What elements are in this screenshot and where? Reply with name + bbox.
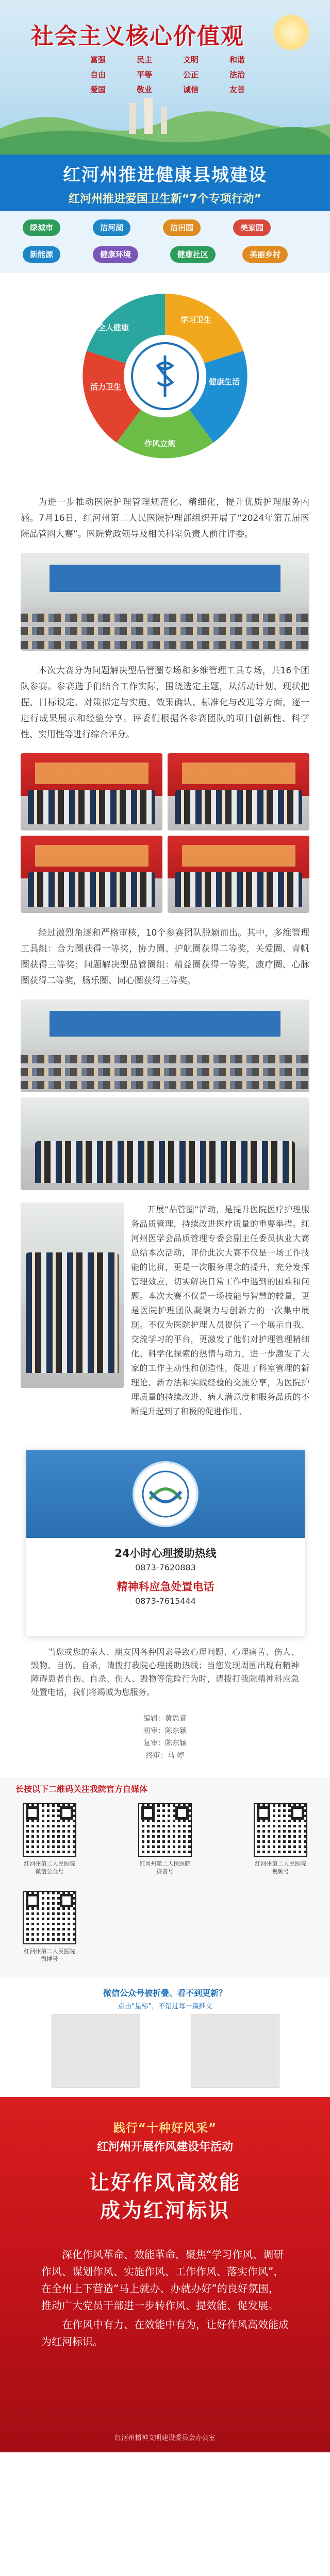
core-value: 公正 xyxy=(183,70,199,79)
article-paragraph: 经过激烈角逐和严格审核，10个参赛团队脱颖而出。其中，多维管理工具组：合力圈获得一等奖，协力圈、护航圈获得二等奖，关爱圈、青帆圈获得三等奖；问题解决型品管圈组：精益圈获得一等奖，康疗圈、心脉圈获得二等奖，肠乐圈、同心圈获得三等奖。 xyxy=(21,928,309,986)
poster-body-text: 深化作风革命、效能革命，聚焦“学习作风、调研作风、谋划作风、实施作风、工作作风、落实作风”，在全州上下营造“马上就办、办就办好”的良好氛围，推动广大党员干部进一步转作风、提效能、促发展。 xyxy=(41,2248,284,2312)
poster-brand: 红河州精神文明建设委员会办公室 xyxy=(114,2434,216,2442)
poster-headline: 让好作风高效能 xyxy=(89,2172,241,2195)
tutorial-screenshot xyxy=(52,2014,140,2088)
action-tags xyxy=(0,211,330,273)
core-value: 民主 xyxy=(136,55,152,64)
credit-line: 编辑：黄思音 xyxy=(143,1715,187,1723)
core-value: 平等 xyxy=(136,70,152,79)
health-wheel xyxy=(0,273,330,479)
hotline-note-text: 当您或您的亲人、朋友因各种因素导致心理问题、心理痛苦、伤人、毁物、自伤、自杀，请拨打我院心理援助热线；当您发现周围出现有精神障碍患者自伤、自杀、伤人、毁物等危险行为时，请拨打我院精神科应急处置电话，我们将竭诚为您服务。 xyxy=(31,1647,299,1697)
wheel-label: 活力卫生 xyxy=(90,382,122,392)
hospital-logo-area xyxy=(26,1450,305,1538)
action-tag: 健康环境 xyxy=(93,246,138,263)
campaign-header xyxy=(0,155,330,211)
hills-illustration xyxy=(0,93,330,155)
campaign-subtitle: 红河州推进爱国卫生新“7个专项行动” xyxy=(68,193,262,206)
action-tag: 新能源 xyxy=(23,246,60,263)
article-body xyxy=(0,495,330,1419)
photo-text-row xyxy=(21,1202,309,1419)
emergency-hotline-number[interactable]: 0873-7615444 xyxy=(135,1596,196,1606)
psych-hotline-title: 24小时心理援助热线 xyxy=(114,1547,217,1560)
star-tip-section xyxy=(0,1978,330,2097)
article-paragraph: 开展“品管圈”活动，是提升医院医疗护理服务品质管理，持续改进医疗质量的重要举措。红河州医学会品质管理专委会副主任委员执业大赛总结本次活动，评价此次大赛不仅是一场工作技能的比拼，更是一次服务理念的提升，充分发挥管理效应，切实解决日常工作中遇到的困难和问题。本次大赛不仅是一场技能与智慧的较量，更是医院护理团队凝聚力与创新力的一次集中展现。不仅为医院护理人员提供了一个展示自我、交流学习的平台，更激发了他们对护理管理精细化、科学化探索的热情与动力，进一步激发了大家的工作主动性和创造性，促进了科室管理的新理论、新方法和实践经验的交流分享，为医院护理质量的持续改进、病人满意度和服务品质的不断提升起到了积极的促进作用。 xyxy=(131,1205,309,1416)
hospital-logo xyxy=(26,1450,305,1538)
core-values-banner xyxy=(0,0,330,155)
qr-label: 红河州第二人民医院 视频号 xyxy=(255,1860,306,1875)
action-tag: 绿城市 xyxy=(23,219,60,236)
qr-item[interactable] xyxy=(21,1803,78,1875)
emergency-hotline-title: 精神科应急处置电话 xyxy=(117,1581,214,1593)
campaign-title: 红河州推进健康县城建设 xyxy=(63,165,267,185)
poster-subtitle: 红河州开展作风建设年活动 xyxy=(96,2141,233,2154)
tutorial-screenshot xyxy=(191,2014,279,2088)
event-photo xyxy=(21,1202,124,1388)
hotline-note xyxy=(0,1646,330,1699)
action-tag: 美家园 xyxy=(233,219,271,236)
wheel-label: 学习卫生 xyxy=(180,315,212,325)
photo-grid xyxy=(21,753,309,831)
action-tag: 美丽乡村 xyxy=(242,246,288,263)
core-value: 友善 xyxy=(229,85,245,94)
article-paragraph: 为进一步推动医院护理管理规范化、精细化，提升优质护理服务内涵。7月16日，红河州第二人民医院护理部组织开展了“2024年第五届医院品管圈大赛”。医院党政领导及相关科室负责人前往评委。 xyxy=(21,497,309,539)
event-photo xyxy=(21,1097,309,1190)
credit-line: 终审：马 婷 xyxy=(145,1752,185,1760)
poster-slogan: 践行“十种好风采” xyxy=(113,2122,217,2135)
qr-label: 红河州第二人民医院 微信公众号 xyxy=(24,1860,75,1875)
core-value: 文明 xyxy=(183,55,199,64)
qr-code-icon[interactable] xyxy=(138,1803,192,1857)
qr-code-icon[interactable] xyxy=(23,1803,76,1857)
event-photo xyxy=(168,753,309,831)
core-value: 自由 xyxy=(90,70,106,79)
article-paragraph: 本次大赛分为问题解决型品管圈专场和多维管理工具专场，共16个团队参赛。参赛选手们结合工作实际，围绕选定主题，从活动计划、现状把握、目标设定、对策拟定与实施、效果确认、标准化与改进等方面，逐一进行成果展示和经验分享。评委们根据各参赛团队的项目创新性、科学性、实用性等进行综合评分。 xyxy=(21,666,309,740)
qr-code-icon[interactable] xyxy=(23,1891,76,1944)
event-photo xyxy=(21,553,309,651)
qr-item[interactable] xyxy=(136,1803,194,1875)
poster-headline: 成为红河标识 xyxy=(100,2199,230,2223)
action-tag: 洁田园 xyxy=(163,219,201,236)
poster-body xyxy=(41,2246,289,2352)
core-value: 爱国 xyxy=(90,85,106,94)
credit-line: 复审：陈东颖 xyxy=(143,1739,187,1748)
qr-item[interactable] xyxy=(21,1891,78,1963)
qr-label: 红河州第二人民医院 微博号 xyxy=(24,1948,75,1962)
qr-code-icon[interactable] xyxy=(254,1803,307,1857)
action-tag: 洁河湖 xyxy=(93,219,130,236)
event-photo xyxy=(21,999,309,1092)
star-tip-title: 微信公众号被折叠、看不到更新？ xyxy=(103,1988,227,1998)
event-photo xyxy=(168,836,309,913)
wheel-label: 健康生活 xyxy=(209,377,240,386)
hotline-section xyxy=(0,1439,330,1646)
core-value: 和谐 xyxy=(229,55,245,64)
star-tip-subtitle: 点击“星标”，不错过每一篇推文 xyxy=(118,2003,212,2010)
core-value: 富强 xyxy=(90,55,106,64)
action-tag: 健康社区 xyxy=(170,246,216,263)
core-value: 诚信 xyxy=(183,85,199,94)
event-photo xyxy=(21,836,162,913)
poster-body-text: 在作风中有力、在效能中有为，让好作风高效能成为红河标识。 xyxy=(41,2318,289,2348)
psych-hotline-number[interactable]: 0873-7620883 xyxy=(135,1563,196,1572)
wheel-label: 作风立规 xyxy=(144,439,176,448)
qr-heading: 长按以下二维码关注我院官方自媒体 xyxy=(15,1784,148,1794)
hotline-card xyxy=(26,1450,305,1636)
qr-label: 红河州第二人民医院 抖音号 xyxy=(139,1860,191,1875)
credit-line: 初审：陈东颖 xyxy=(143,1727,187,1735)
editor-credits xyxy=(0,1699,330,1762)
banner-title: 社会主义核心价值观 xyxy=(31,23,244,49)
core-values-grid xyxy=(77,54,263,95)
sun-decoration xyxy=(273,14,309,50)
wheel-label: 全人健康 xyxy=(98,323,129,332)
event-photo xyxy=(21,753,162,831)
qr-item[interactable] xyxy=(252,1803,309,1875)
core-value: 法治 xyxy=(229,70,245,79)
core-value: 敬业 xyxy=(136,85,152,94)
photo-grid xyxy=(21,836,309,913)
qr-section xyxy=(0,1777,330,1978)
red-campaign-poster xyxy=(0,2097,330,2452)
